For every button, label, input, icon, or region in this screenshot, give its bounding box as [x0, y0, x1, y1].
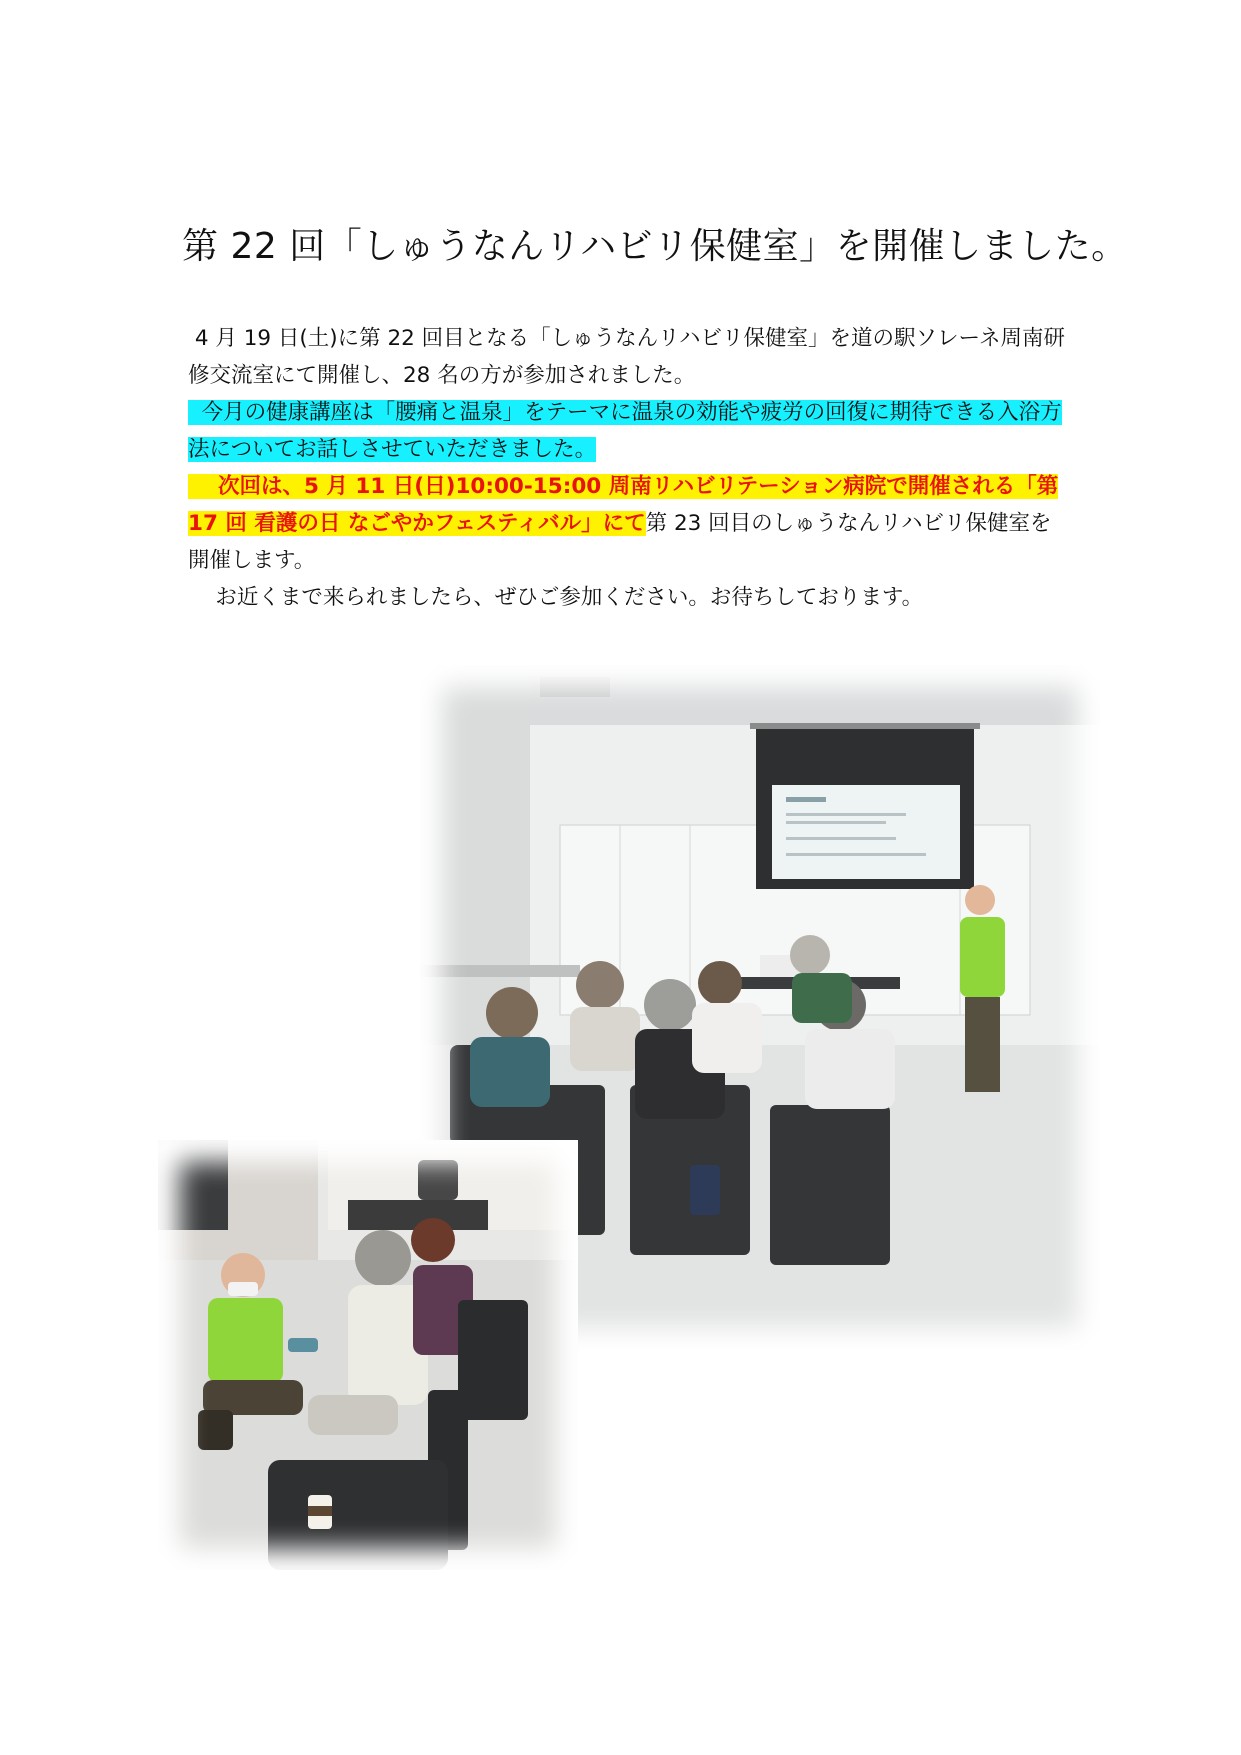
paragraph-2-text: 今月の健康講座は「腰痛と温泉」をテーマに温泉の効能や疲労の回復に期待できる入浴方法についてお話しさせていただきました。	[188, 400, 1062, 462]
article-body	[188, 320, 1068, 616]
paragraph-4	[188, 579, 1068, 616]
paragraph-3	[188, 468, 1068, 579]
paragraph-2-highlight	[188, 400, 1062, 462]
paragraph-4-text: お近くまで来られましたら、ぜひご参加ください。お待ちしております。	[215, 585, 924, 610]
paragraph-3-rest: 第 23 回目のしゅうなんリハビリ保健室を開催します。	[188, 511, 1052, 573]
paragraph-3-highlight-text: 次回は、5 月 11 日(日)10:00-15:00 周南リハビリテーション病院で開催される「第 17 回 看護の日 なごやかフェスティバル」にて	[188, 474, 1059, 536]
consultation-photo	[158, 1140, 578, 1570]
paragraph-1	[188, 320, 1068, 394]
paragraph-1-text: 4 月 19 日(土)に第 22 回目となる「しゅうなんリハビリ保健室」を道の駅ソレーネ周南研修交流室にて開催し、28 名の方が参加されました。	[188, 326, 1065, 388]
page-title: 第 22 回「しゅうなんリハビリ保健室」を開催しました。	[182, 226, 1128, 267]
consultation-photo-image	[158, 1140, 578, 1570]
paragraph-2	[188, 394, 1068, 468]
